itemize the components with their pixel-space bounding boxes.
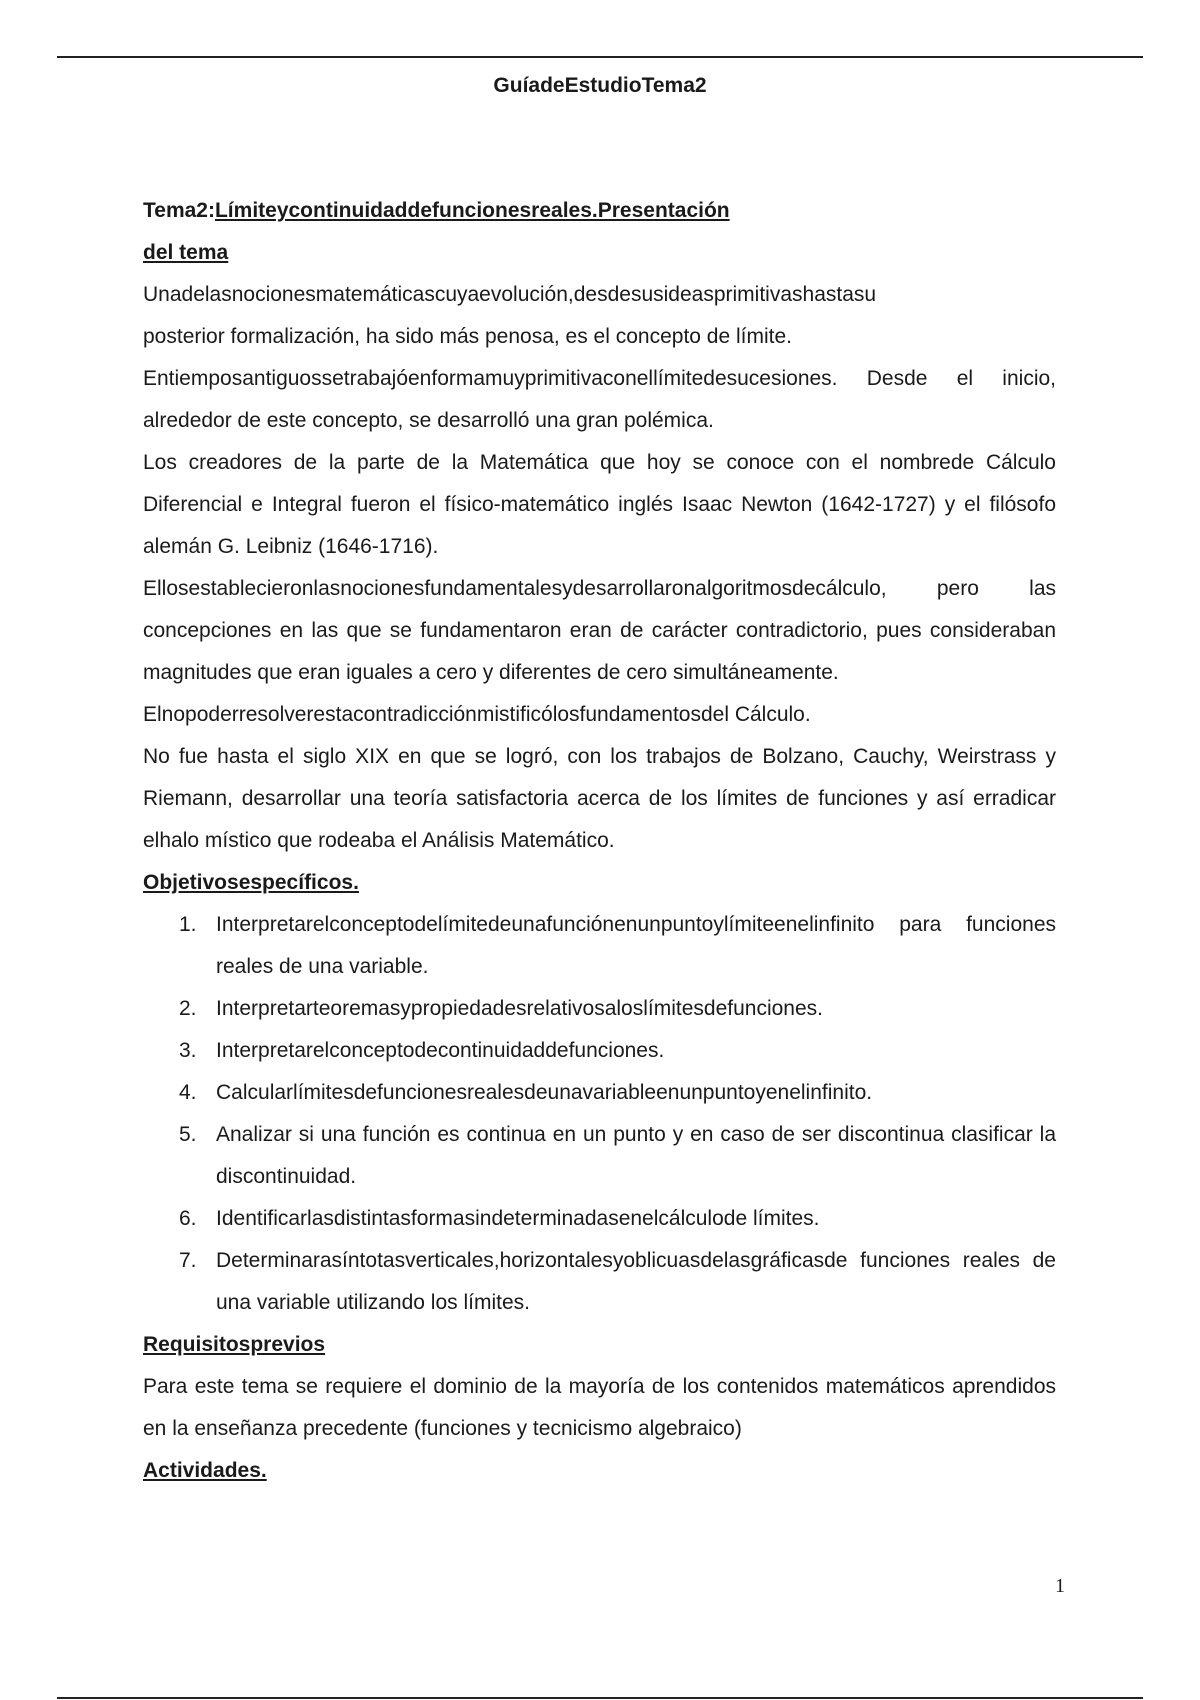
objectives-heading-text: Objetivosespecíficos.	[143, 871, 359, 894]
intro-paragraph-2: posterior formalización, ha sido más penosa, es el concepto de límite.	[143, 325, 793, 348]
topic-prefix: Tema2:	[143, 199, 215, 222]
objective-number: 3.	[179, 1039, 197, 1062]
objective-text: Interpretarteoremasypropiedadesrelativosaloslímitesdefunciones.	[216, 997, 823, 1020]
footer-rule	[57, 1697, 1143, 1699]
intro-paragraph-5: Ellosestablecieronlasnocionesfundamentalesydesarrollaronalgoritmosdecálculo, pero las concepciones en las que se fundamentaron eran de carácter contradictorio, pues consideraban magnitudes que eran iguales a cero y diferentes de cero simultáneamente.	[143, 577, 1056, 684]
objectives-list	[143, 904, 1056, 1324]
intro-paragraph-6: Elnopoderresolverestacontradicciónmistificólosfundamentosdel Cálculo.	[143, 703, 811, 726]
objective-item	[143, 1072, 1056, 1114]
topic-title-line1: Límiteycontinuidaddefuncionesreales.Presentación	[214, 199, 730, 222]
activities-heading-text: Actividades.	[143, 1459, 267, 1482]
prerequisites-text: Para este tema se requiere el dominio de la mayoría de los contenidos matemáticos aprendidos en la enseñanza precedente (funciones y tecnicismo algebraico)	[143, 1375, 1056, 1440]
objective-text: Interpretarelconceptodelímitedeunafunciónenunpuntoylímiteenelinfinito para funciones reales de una variable.	[216, 913, 1056, 978]
objective-item	[143, 1114, 1056, 1198]
prerequisites-heading-text: Requisitosprevios	[143, 1333, 326, 1356]
objective-number: 5.	[179, 1123, 197, 1146]
document-body	[143, 190, 1056, 1492]
page-number: 1	[1055, 1575, 1065, 1597]
objective-number: 6.	[179, 1207, 197, 1230]
intro-paragraph-3: Entiemposantiguossetrabajóenformamuyprimitivaconellímitedesucesiones. Desde el inicio, alrededor de este concepto, se desarrolló una gran polémica.	[143, 367, 1056, 432]
objective-number: 2.	[179, 997, 197, 1020]
document-header-title: GuíadeEstudioTema2	[493, 74, 707, 97]
objective-number: 7.	[179, 1249, 197, 1272]
objective-text: Identificarlasdistintasformasindeterminadasenelcálculode límites.	[216, 1207, 820, 1230]
objectives-heading	[143, 862, 1056, 904]
activities-heading	[143, 1450, 1056, 1492]
intro-paragraph-7: No fue hasta el siglo XIX en que se logró, con los trabajos de Bolzano, Cauchy, Weirstrass y Riemann, desarrollar una teoría satisfactoria acerca de los límites de funciones y así erradicar elhalo místico que rodeaba el Análisis Matemático.	[143, 745, 1056, 852]
intro-paragraph-1: Unadelasnocionesmatemáticascuyaevolución,desdesusideasprimitivashastasu	[143, 283, 877, 306]
topic-title-line2: del tema	[143, 241, 229, 264]
topic-heading	[143, 190, 1056, 232]
objective-number: 1.	[179, 913, 197, 936]
objective-text: Calcularlímitesdefuncionesrealesdeunavariableenunpuntoyenelinfinito.	[216, 1081, 873, 1104]
objective-number: 4.	[179, 1081, 197, 1104]
intro-paragraph-4: Los creadores de la parte de la Matemática que hoy se conoce con el nombrede Cálculo Diferencial e Integral fueron el físico-matemático inglés Isaac Newton (1642-1727) y el filósofo alemán G. Leibniz (1646-1716).	[143, 451, 1056, 558]
objective-text: Analizar si una función es continua en un punto y en caso de ser discontinua clasificar la discontinuidad.	[216, 1123, 1056, 1188]
prerequisites-heading	[143, 1324, 1056, 1366]
objective-item	[143, 1198, 1056, 1240]
objective-text: Interpretarelconceptodecontinuidaddefunciones.	[216, 1039, 665, 1062]
topic-heading-line2	[143, 232, 1056, 274]
objective-item	[143, 1030, 1056, 1072]
objective-item	[143, 904, 1056, 988]
objective-item	[143, 1240, 1056, 1324]
objective-item	[143, 988, 1056, 1030]
header-rule	[57, 56, 1143, 58]
objective-text: Determinarasíntotasverticales,horizontalesyoblicuasdelasgráficasde funciones reales de una variable utilizando los límites.	[216, 1249, 1056, 1314]
